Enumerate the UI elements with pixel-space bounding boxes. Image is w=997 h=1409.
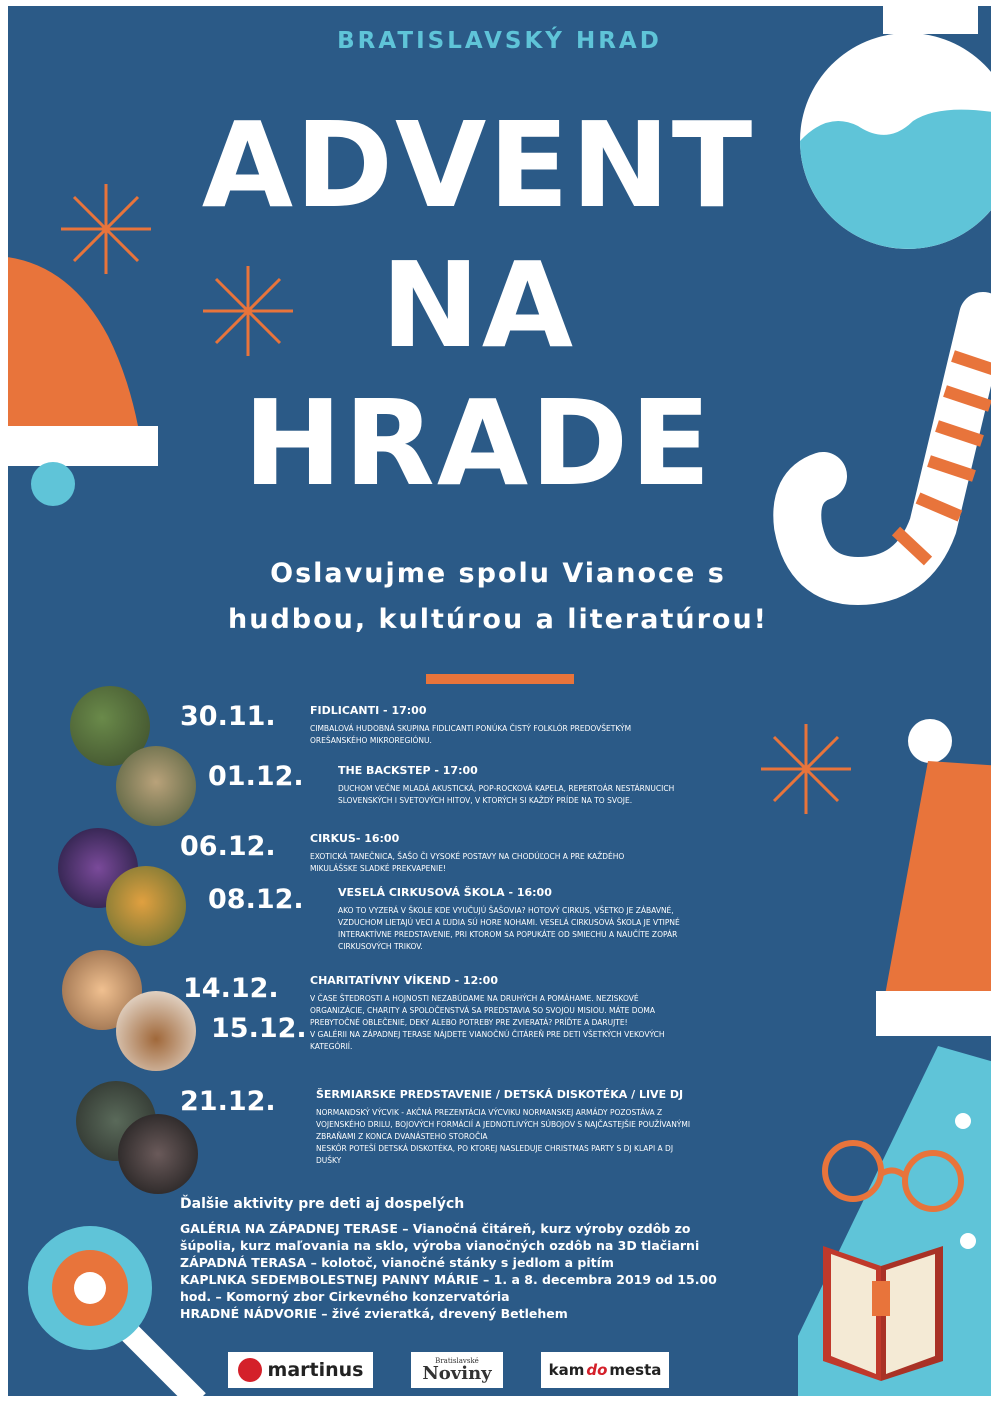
title-line-2: NA [380, 236, 576, 374]
event-date: 01.12. [208, 761, 304, 792]
book-icon [823, 1246, 943, 1381]
event-date: 14.12. [183, 973, 279, 1004]
event-date: 21.12. [180, 1086, 276, 1117]
event-photo-backstep [116, 746, 196, 826]
more-activities [180, 1196, 740, 1322]
event-description: NESKÔR POTEŠÍ DETSKÁ DISKOTÉKA, PO KTOREJ NASLEDUJE CHRISTMAS PARTY S DJ KLAPI A DJ DUŠKY [316, 1144, 674, 1165]
candy-cane-icon [797, 316, 991, 581]
more-activities-heading: Ďalšie aktivity pre deti aj dospelých [180, 1196, 465, 1212]
more-activity-line [180, 1254, 740, 1271]
event-cirkus [310, 832, 670, 875]
logo-text: kam [548, 1361, 585, 1379]
event-description: NORMANDSKÝ VÝCVIK - AKČNÁ PREZENTÁCIA VÝCVIKU NORMANSKEJ ARMÁDY POZOSTÁVA Z VOJENSKÉHO DRILU, BOJOVÝCH FORMÁCIÍ A JEDNOTLIVÝCH SÚBOJOV S NAJČASTEJŠIE POUŽÍVANÝMI ZBRAŇAMI Z KONCA DVANÁSTEHO STOROČIA [316, 1108, 691, 1141]
event-charitativny-vikend [310, 974, 680, 1053]
venue-activities: živé zvieratká, drevený Betlehem [331, 1306, 568, 1321]
event-date: 15.12. [211, 1013, 307, 1044]
venue-name: ZÁPADNÁ TERASA – [180, 1255, 322, 1270]
event-photo-dj [118, 1114, 198, 1194]
more-activity-line [180, 1305, 740, 1322]
event-title: VESELÁ CIRKUSOVÁ ŠKOLA - 16:00 [338, 886, 552, 899]
logo-text: martinus [267, 1359, 364, 1381]
event-title: FIDLICANTI - 17:00 [310, 704, 427, 717]
venue-name: GALÉRIA NA ZÁPADNEJ TERASE – [180, 1221, 413, 1236]
event-description: CIMBALOVÁ HUDOBNÁ SKUPINA FIDLICANTI PONÚKA ČISTÝ FOLKLÓR PREDOVŠETKÝM OREŠANSKÉHO MIKROREGIÓNU. [310, 724, 632, 745]
event-date: 30.11. [180, 701, 276, 732]
lollipop-icon [28, 1226, 198, 1396]
venue-name: KAPLNKA SEDEMBOLESTNEJ PANNY MÁRIE – [180, 1272, 494, 1287]
logo-martinus [228, 1352, 373, 1388]
event-title: CHARITATÍVNY VÍKEND - 12:00 [310, 974, 498, 987]
venue-activities: 1. a 8. decembra 2019 od 15.00 hod. – Komorný zbor Cirkevného konzervatória [180, 1272, 717, 1304]
event-cirkusova-skola [338, 886, 698, 953]
snowflake-icon [761, 724, 851, 814]
event-description: V GALÉRII NA ZÁPADNEJ TERASE NÁJDETE VIANOČNÚ ČITÁREŇ PRE DETI VŠETKÝCH VEKOVÝCH KATEGÓRIÍ. [310, 1030, 665, 1051]
event-description: V ČASE ŠTEDROSTI A HOJNOSTI NEZABÚDAME NA DRUHÝCH A POMÁHAME. NEZISKOVÉ ORGANIZÁCIE, CHARITY A SPOLOČENSTVÁ SA PREDSTAVIA SO SVOJOU MISIOU. MÁTE DOMA PREBYTOČNÉ OBLEČENIE, DEKY ALEBO POTREBY PRE ZVIERATÁ? PRÍĎTE A DARUJTE! [310, 994, 656, 1027]
event-fidlicanti [310, 704, 670, 747]
logo-text: Noviny [422, 1362, 492, 1384]
event-title: CIRKUS- 16:00 [310, 832, 400, 845]
snowflake-icon [61, 184, 151, 274]
event-title: THE BACKSTEP - 17:00 [338, 764, 478, 777]
subtitle [158, 551, 838, 643]
logo-text: mesta [609, 1361, 662, 1379]
logo-text: Bratislavské [435, 1356, 479, 1365]
venue-activities: Vianočná čitáreň, kurz výroby ozdôb zo šúpolia, kurz maľovania na sklo, výroba vianočných ozdôb na 3D tlačiarni [180, 1221, 700, 1253]
party-hat-icon [876, 719, 991, 1036]
organizer-name: BRATISLAVSKÝ HRAD [337, 28, 662, 54]
event-date: 08.12. [208, 884, 304, 915]
venue-activities: kolotoč, vianočné stánky s jedlom a pitím [321, 1255, 614, 1270]
event-description: EXOTICKÁ TANEČNICA, ŠAŠO ČI VYSOKÉ POSTAVY NA CHODÚĽOCH A PRE KAŽDÉHO MIKULÁŠSKE SLADKÉ PREKVAPENIE! [310, 852, 625, 873]
event-date: 06.12. [180, 831, 276, 862]
subtitle-line-1: Oslavujme spolu Vianoce s [270, 558, 726, 589]
title-line-3: HRADE [243, 374, 713, 512]
subtitle-line-2: hudbou, kultúrou a literatúrou! [228, 604, 768, 635]
event-description: DUCHOM VEČNE MLADÁ AKUSTICKÁ, POP-ROCKOVÁ KAPELA, REPERTOÁR NESTÁRNUCICH SLOVENSKÝCH I SVETOVÝCH HITOV, V KTORÝCH SI KAŽDÝ PRÍDE NA TO SVOJE. [338, 784, 675, 805]
logo-bratislavske-noviny [411, 1352, 503, 1388]
event-description: AKO TO VYZERÁ V ŠKOLE KDE VYUČUJÚ ŠAŠOVIA? HOTOVÝ CIRKUS, VŠETKO JE ZÁBAVNÉ, VZDUCHOM LIETAJÚ VECI A ĽUDIA SÚ HORE NOHAMI. VESELÁ CIRKUSOVÁ ŠKOLA JE VTIPNÉ INTERAKTÍVNE PREDSTAVENIE, PRI KTOROM SA POPUKÁTE OD SMIECHU A NAUČÍTE ZOPÁR CIRKUSOVÝCH TRIKOV. [338, 906, 680, 951]
title-line-1: ADVENT [201, 96, 755, 234]
more-activity-line [180, 1220, 740, 1254]
event-backstep [338, 764, 698, 807]
event-photo-cirkusova-skola [106, 866, 186, 946]
venue-name: HRADNÉ NÁDVORIE – [180, 1306, 332, 1321]
logo-text: do [586, 1361, 608, 1379]
poster [8, 6, 991, 1396]
logo-kamdomesta [541, 1352, 669, 1388]
event-sermiarske-predstavenie [316, 1088, 696, 1167]
martinus-icon [238, 1358, 262, 1382]
event-title: ŠERMIARSKE PREDSTAVENIE / DETSKÁ DISKOTÉKA / LIVE DJ [316, 1088, 684, 1101]
bell-icon [8, 256, 158, 506]
divider [426, 674, 574, 684]
more-activity-line [180, 1271, 740, 1305]
